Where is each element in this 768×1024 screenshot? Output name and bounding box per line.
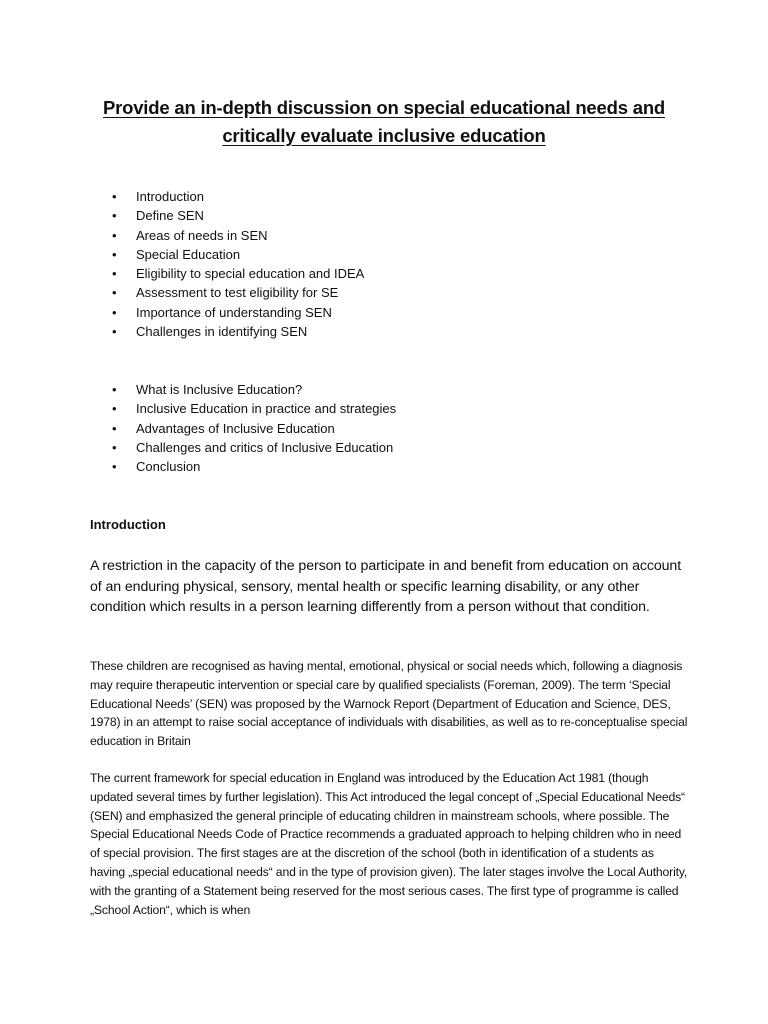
page-title: Provide an in-depth discussion on special educational needs and critically evaluate inclusive education	[102, 97, 666, 146]
section-heading-introduction: Introduction	[90, 517, 166, 532]
list-item: • Areas of needs in SEN	[112, 226, 364, 245]
list-item: • Assessment to test eligibility for SE	[112, 283, 364, 302]
list-item: • Special Education	[112, 245, 364, 264]
list-item: • Eligibility to special education and IDEA	[112, 264, 364, 283]
list-item: • Challenges and critics of Inclusive Education	[112, 438, 396, 457]
list-item: • Importance of understanding SEN	[112, 303, 364, 322]
outline-list-inclusive	[112, 380, 396, 476]
list-item: • Define SEN	[112, 206, 364, 225]
list-item: • Inclusive Education in practice and strategies	[112, 399, 396, 418]
list-item: • What is Inclusive Education?	[112, 380, 396, 399]
list-item: • Challenges in identifying SEN	[112, 322, 364, 341]
paragraph-recognition: These children are recognised as having mental, emotional, physical or social needs which, following a diagnosis may require therapeutic intervention or special care by qualified specialists (Foreman, 2009). The term ‘Special Educational Needs’ (SEN) was proposed by the Warnock Report (Department of Education and Science, DES, 1978) in an attempt to raise social acceptance of individuals with disabilities, as well as to re-conceptualise special education in Britain	[90, 659, 688, 749]
paragraph-definition: A restriction in the capacity of the person to participate in and benefit from education on account of an enduring physical, sensory, mental health or specific learning disability, or any other condition which results in a person learning differently from a person without that condition.	[90, 558, 682, 615]
paragraph-framework: The current framework for special education in England was introduced by the Education Act 1981 (though updated several times by further legislation). This Act introduced the legal concept of „Special Educational Needs“ (SEN) and emphasized the general principle of educating children in mainstream schools, where possible. The Special Educational Needs Code of Practice recommends a graduated approach to helping children who in need of special provision. The first stages are at the discretion of the school (both in identification of a students as having „special educational needs“ and in the type of provision given). The later stages involve the Local Authority, with the granting of a Statement being reserved for the most serious cases. The first type of programme is called „School Action“, which is when	[90, 771, 688, 917]
list-item: • Introduction	[112, 187, 364, 206]
list-item: • Advantages of Inclusive Education	[112, 419, 396, 438]
outline-list-sen	[112, 187, 364, 341]
list-item: • Conclusion	[112, 457, 396, 476]
